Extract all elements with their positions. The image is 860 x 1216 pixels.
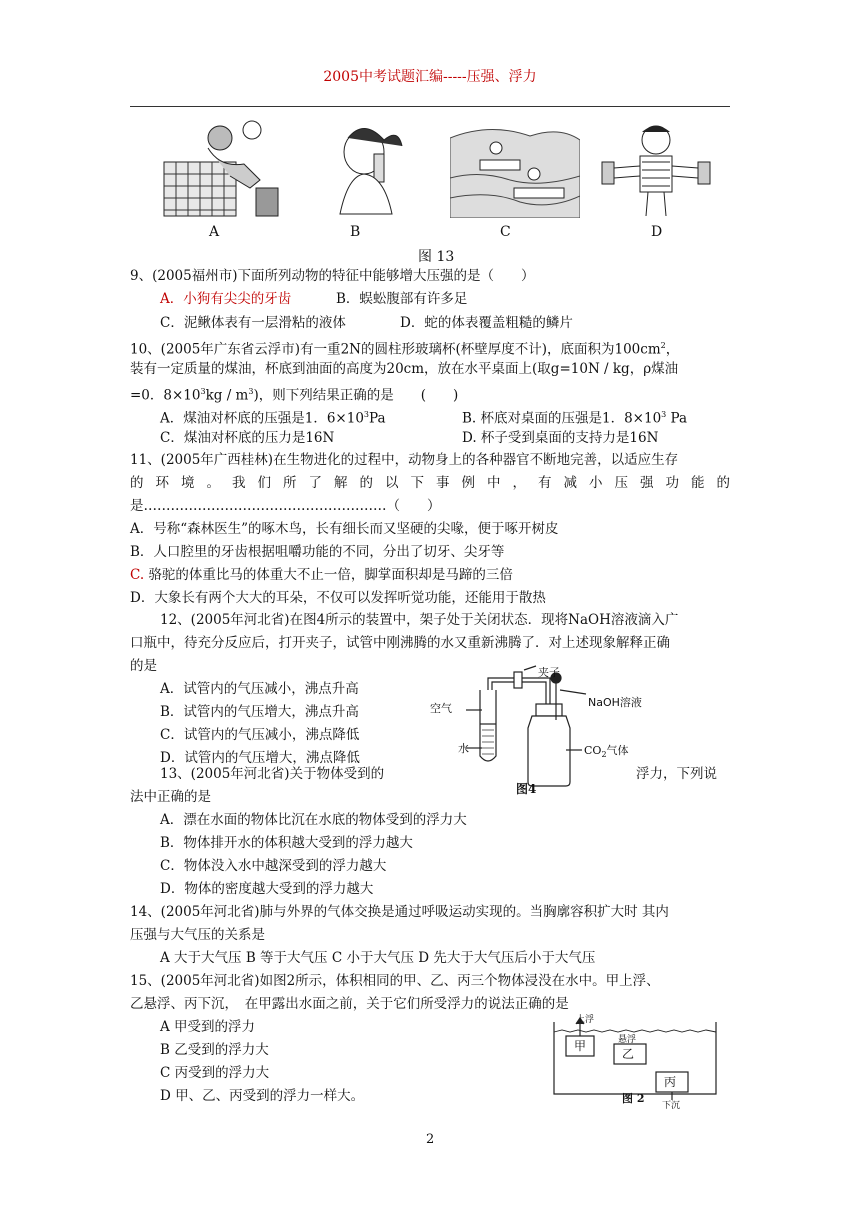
q13-option-a: A．漂在水面的物体比沉在水底的物体受到的浮力大 bbox=[160, 812, 467, 828]
q10-option-d: D. 杯子受到桌面的支持力是16N bbox=[462, 430, 659, 446]
figure-4-label-naoh: NaOH溶液 bbox=[588, 696, 642, 709]
q11-option-c bbox=[130, 564, 513, 586]
q11-line-2-char: 了 bbox=[308, 475, 322, 491]
figure-13-label-a: A bbox=[209, 224, 220, 240]
header-rule bbox=[130, 106, 730, 107]
figure-4-co2-a: CO bbox=[584, 744, 602, 757]
q10-line-3c: )，则下列结果正确的是 ( ) bbox=[253, 387, 459, 404]
figure-13-label-c: C bbox=[500, 224, 511, 240]
figure-13-d-illustration bbox=[596, 118, 716, 218]
q11-line-2-char: ， bbox=[512, 475, 526, 491]
q14-line-2: 压强与大气压的关系是 bbox=[130, 927, 265, 943]
figure-13-a-illustration bbox=[160, 118, 280, 218]
figure-4-label-air: 空气 bbox=[430, 702, 452, 715]
q11-line-2-char: 能 bbox=[691, 475, 705, 491]
figure-4-label-water: 水 bbox=[458, 742, 469, 755]
q12-option-a: A．试管内的气压减小，沸点升高 bbox=[160, 681, 359, 697]
q11-line-2 bbox=[130, 472, 730, 494]
q12-option-b: B．试管内的气压增大，沸点升高 bbox=[160, 704, 359, 720]
q15-option-b: B 乙受到的浮力大 bbox=[160, 1042, 269, 1058]
page-number: 2 bbox=[426, 1132, 435, 1147]
q15-option-c: C 丙受到的浮力大 bbox=[160, 1065, 270, 1081]
q11-line-2-char: 我 bbox=[232, 475, 246, 491]
q15-option-d: D 甲、乙、丙受到的浮力一样大。 bbox=[160, 1088, 365, 1104]
figure-13-caption: 图 13 bbox=[418, 249, 455, 265]
q12-option-d: D．试管内的气压增大，沸点降低 bbox=[160, 750, 360, 766]
q9-option-d: D．蛇的体表覆盖粗糙的鳞片 bbox=[400, 315, 573, 331]
q11-line-2-char: 小 bbox=[589, 475, 603, 491]
q10-option-a-unit: Pa bbox=[369, 410, 386, 427]
q11-option-d: D．大象长有两个大大的耳朵，不仅可以发挥听觉功能，还能用于散热 bbox=[130, 590, 546, 606]
q14-options: A 大于大气压 B 等于大气压 C 小于大气压 D 先大于大气压后小于大气压 bbox=[160, 950, 596, 966]
figure-2-caption: 图 2 bbox=[622, 1092, 645, 1105]
q13-line-2: 法中正确的是 bbox=[130, 789, 211, 805]
q10-line-1-text: 10、(2005年广东省云浮市)有一重2N的圆柱形玻璃杯(杯壁厚度不计)，底面积为100cm bbox=[130, 341, 661, 358]
q11-line-3: 是………………………………………………（ ） bbox=[130, 498, 441, 514]
q11-line-2-char: 环 bbox=[155, 475, 169, 491]
q11-line-2-char: 有 bbox=[538, 475, 552, 491]
figure-2-label-up: 上浮 bbox=[576, 1015, 595, 1025]
q12-line-2: 口瓶中，待充分反应后，打开夹子，试管中刚沸腾的水又重新沸腾了．对上述现象解释正确 bbox=[130, 635, 670, 651]
q13-option-b: B．物体排开水的体积越大受到的浮力越大 bbox=[160, 835, 413, 851]
q11-line-2-char: 功 bbox=[665, 475, 679, 491]
figure-13-c-illustration bbox=[450, 118, 580, 218]
q10-option-b bbox=[462, 404, 687, 430]
q11-option-c-text: 骆驼的体重比马的体重大不止一倍，脚掌面积却是马蹄的三倍 bbox=[144, 567, 513, 583]
q12-option-c: C．试管内的气压减小，沸点降低 bbox=[160, 727, 360, 743]
q11-option-b: B．人口腔里的牙齿根据咀嚼功能的不同，分出了切牙、尖牙等 bbox=[130, 544, 505, 560]
q11-line-2-char: 所 bbox=[283, 475, 297, 491]
figure-2-label-suspend: 悬浮 bbox=[618, 1035, 637, 1045]
q11-line-2-char: 事 bbox=[436, 475, 450, 491]
figure-2-object-jia: 甲 bbox=[574, 1039, 587, 1053]
q11-line-2-char: 减 bbox=[563, 475, 577, 491]
figure-4-label-co2 bbox=[584, 742, 629, 759]
q10-line-3 bbox=[130, 381, 458, 407]
q13-option-d: D．物体的密度越大受到的浮力越大 bbox=[160, 881, 374, 897]
q13-line-1b: 浮力，下列说 bbox=[636, 766, 717, 782]
q13-line-1a: 13、(2005年河北省)关于物体受到的 bbox=[160, 766, 385, 782]
figure-4-label-clamp: 夹子 bbox=[538, 666, 560, 679]
q10-line-2: 装有一定质量的煤油，杯底到油面的高度为20cm，放在水平桌面上(取g=10N / kg，ρ煤油 bbox=[130, 361, 679, 377]
q10-line-3-sup2: 3 bbox=[248, 387, 254, 396]
figure-4-co2-b: 气体 bbox=[606, 744, 629, 757]
figure-2-object-yi: 乙 bbox=[622, 1047, 635, 1061]
q11-line-2-char: 的 bbox=[130, 475, 144, 491]
figure-4-apparatus bbox=[426, 664, 666, 804]
q11-option-a: A．号称“森林医生”的啄木鸟，长有细长而又坚硬的尖喙，便于啄开树皮 bbox=[130, 521, 559, 537]
q11-option-c-letter: C. bbox=[130, 567, 145, 583]
q10-option-b-sup: 3 bbox=[661, 410, 667, 419]
figure-13-b-illustration bbox=[318, 118, 418, 218]
q11-line-2-char: 境 bbox=[181, 475, 195, 491]
q10-line-3b: kg / m bbox=[205, 387, 249, 404]
q10-option-b-unit: Pa bbox=[666, 410, 688, 427]
figure-13-label-b: B bbox=[350, 224, 361, 240]
q10-line-1 bbox=[130, 335, 679, 361]
q9-option-b: B．蜈蚣腹部有许多足 bbox=[336, 291, 468, 307]
figure-4-co2-sub: 2 bbox=[601, 750, 607, 760]
q11-line-2-char: 下 bbox=[410, 475, 424, 491]
q10-option-c: C．煤油对杯底的压力是16N bbox=[160, 430, 335, 446]
q12-line-1: 12、(2005年河北省)在图4所示的装置中，架子处于关闭状态．现将NaOH溶液滴入广 bbox=[160, 612, 679, 628]
q10-option-a bbox=[160, 404, 386, 430]
q9-option-c: C．泥鳅体表有一层滑粘的液体 bbox=[160, 315, 346, 331]
q10-line-3a: =0．8×10 bbox=[130, 387, 201, 404]
q10-line-3-sup: 3 bbox=[200, 387, 206, 396]
q12-line-3: 的是 bbox=[130, 658, 157, 674]
q11-line-2-char: 强 bbox=[640, 475, 654, 491]
q11-line-2-char: 的 bbox=[359, 475, 373, 491]
figure-2-object-bing: 丙 bbox=[664, 1075, 677, 1089]
q15-line-2: 乙悬浮、丙下沉， 在甲露出水面之前，关于它们所受浮力的说法正确的是 bbox=[130, 996, 569, 1012]
q11-line-2-char: 。 bbox=[206, 475, 220, 491]
q11-line-2-char: 以 bbox=[385, 475, 399, 491]
q9-option-a: A．小狗有尖尖的牙齿 bbox=[160, 291, 292, 307]
figure-2-tank bbox=[550, 1014, 720, 1100]
figure-2-label-down: 下沉 bbox=[662, 1101, 681, 1111]
q10-line-1-end: ， bbox=[665, 341, 680, 358]
q15-option-a: A 甲受到的浮力 bbox=[160, 1019, 256, 1035]
q9-stem: 9、(2005福州市)下面所列动物的特征中能够增大压强的是（ ） bbox=[130, 268, 535, 284]
q11-line-1: 11、(2005年广西桂林)在生物进化的过程中，动物身上的各种器官不断地完善，以适应生存 bbox=[130, 452, 679, 468]
q14-line-1: 14、(2005年河北省)肺与外界的气体交换是通过呼吸运动实现的。当胸廓容积扩大时 其内 bbox=[130, 904, 669, 920]
q11-line-2-char: 例 bbox=[461, 475, 475, 491]
q11-line-2-char: 中 bbox=[487, 475, 501, 491]
page-header: 2005中考试题汇编-----压强、浮力 bbox=[323, 69, 537, 85]
figure-13-label-d: D bbox=[651, 224, 663, 240]
figure-4-caption: 图4 bbox=[516, 782, 537, 796]
q10-line-1-sup: 2 bbox=[660, 341, 666, 350]
q10-option-a-text: A．煤油对杯底的压强是1．6×10 bbox=[160, 410, 364, 427]
q11-line-2-char: 压 bbox=[614, 475, 628, 491]
q13-option-c: C．物体没入水中越深受到的浮力越大 bbox=[160, 858, 387, 874]
q11-line-2-char: 们 bbox=[257, 475, 271, 491]
q10-option-a-sup: 3 bbox=[363, 410, 370, 419]
q15-line-1: 15、(2005年河北省)如图2所示，体积相同的甲、乙、丙三个物体浸没在水中。甲上浮、 bbox=[130, 973, 660, 989]
q11-line-2-char: 的 bbox=[716, 475, 730, 491]
q11-line-2-char: 解 bbox=[334, 475, 348, 491]
q10-option-b-text: B. 杯底对桌面的压强是1．8×10 bbox=[462, 410, 662, 427]
